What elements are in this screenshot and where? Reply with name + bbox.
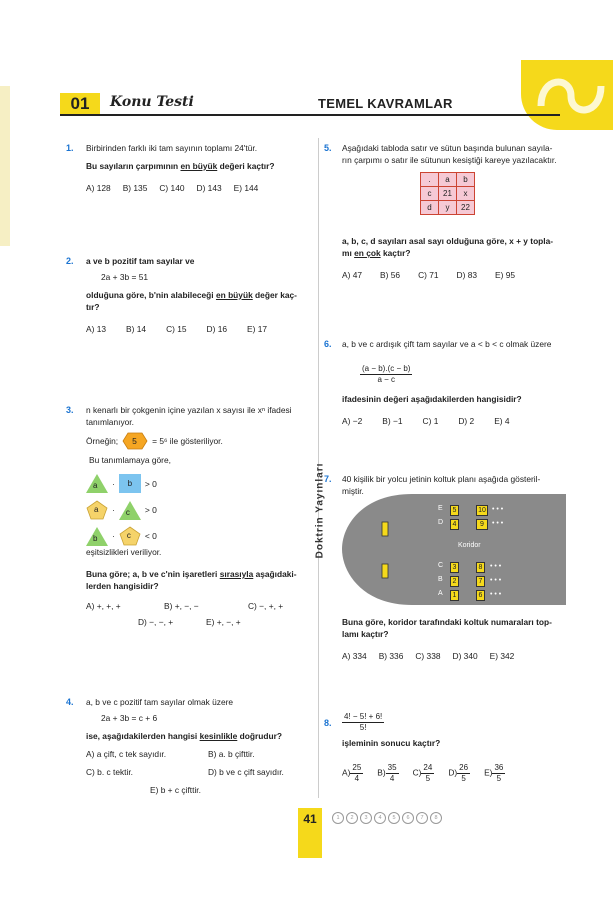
seat-dots: • • • [490,563,502,570]
q6-option-d[interactable]: D) 2 [458,416,475,426]
row-label-c: C [438,562,444,569]
q3-line2: tanımlanıyor. [86,417,134,427]
table-row [421,201,475,215]
q3-example-pre: Örneğin; [86,436,119,446]
question-3 [86,404,311,466]
q1-ask-post: değeri kaçtır? [217,161,275,171]
edge-strip [0,86,10,246]
q3-ask-pre: Buna göre; a, b ve c'nin işaretleri [86,569,220,579]
q3-expr2-var-a: a [94,505,99,514]
q6-option-a[interactable]: A) −2 [342,416,363,426]
q3-expr3 [86,526,157,546]
q5-number: 5. [324,143,332,153]
q3-expr1-sign: > 0 [144,478,157,489]
table-cell: x [457,187,475,201]
publisher-text: Doktrin Yayınları [314,462,326,559]
table-cell: . [421,173,439,187]
q8-frac-den: 5! [359,723,367,732]
pentagon-icon [119,526,141,546]
q5-ask-post: kaçtır? [380,248,411,258]
q1-option-c[interactable]: C) 140 [159,183,185,193]
q8-option-b-den: 4 [389,774,395,783]
answer-key-5[interactable]: 5 [388,812,400,824]
q3-ask-underlined: sırasıyla [219,569,254,579]
pentagon-icon [86,500,108,520]
q3-line1: n kenarlı bir çokgenin içine yazılan x sayısı ile xⁿ ifadesi [86,405,292,415]
q7-line2: miştir. [342,486,364,496]
q3-expr2-dot: · [112,505,115,515]
q3-line3: Bu tanımlamaya göre, [89,455,171,465]
q8-option-a-label: A) [342,767,351,778]
q2-option-d[interactable]: D) 16 [206,324,228,334]
q3-expr3-var-b: b [93,533,98,543]
fraction [386,763,399,784]
answer-key [332,812,442,824]
q8-option-c-label: C) [412,767,422,778]
fraction [342,712,384,733]
q8-option-b-label: B) [377,767,386,778]
question-7-ask [342,616,564,662]
answer-key-1[interactable]: 1 [332,812,344,824]
q3-option-b[interactable]: B) +, −, − [164,601,199,611]
q3-expr3-var-c: c [126,531,131,540]
seat: 7 [476,576,485,587]
table-cell: 21 [439,187,457,201]
q8-option-b[interactable] [377,763,398,784]
seat: 5 [450,505,459,516]
q3-expr2-sign: > 0 [144,505,157,515]
q2-ask [86,289,311,301]
table-cell: 22 [457,201,475,215]
q8-option-d-label: D) [448,767,458,778]
fraction [457,763,470,784]
answer-key-3[interactable]: 3 [360,812,372,824]
q3-ask-line2: lerden hangisidir? [86,581,159,591]
q6-frac-num: (a − b).(c − b) [362,364,411,373]
row-label-a: A [438,590,443,597]
q5-option-d[interactable]: D) 83 [456,270,478,280]
q6-options [342,415,564,427]
q8-option-e[interactable] [484,763,505,784]
q8-option-d-den: 5 [461,774,466,783]
seat: 2 [450,576,459,587]
q3-option-e[interactable]: E) +, −, + [206,617,241,627]
q1-ask-underlined: en büyük [180,161,218,171]
q2-ask-pre: olduğuna göre, b'nin alabileceği [86,290,216,300]
question-5 [342,142,564,166]
q8-option-a-den: 4 [354,774,360,783]
seat: 6 [476,590,485,601]
q8-option-e-num: 36 [494,763,504,772]
q5-ask-line1: a, b, c, d sayıları asal sayı olduğuna göre, x + y topla- [342,236,554,246]
q8-option-c-den: 5 [425,774,431,783]
row-label-b: B [438,576,443,583]
q3-option-a[interactable]: A) +, +, + [86,601,121,611]
table-cell: b [457,173,475,187]
q5-option-c[interactable]: C) 71 [418,270,439,280]
triangle-icon [86,474,108,493]
q1-option-a[interactable]: A) 128 [86,183,111,193]
q6-option-b[interactable]: B) −1 [382,416,403,426]
q5-options [342,269,564,281]
q7-option-c[interactable]: C) 338 [415,651,441,661]
table-cell: c [421,187,439,201]
seat-dots: • • • [492,520,504,527]
q4-option-c[interactable]: C) b. c tektir. [86,767,134,777]
q4-option-a[interactable]: A) a çift, c tek sayıdır. [86,749,167,759]
question-1 [86,142,311,194]
q8-frac-num: 4! − 5! + 6! [344,712,383,721]
q8-option-d[interactable] [448,763,470,784]
seat: 8 [476,562,485,573]
question-8 [342,712,564,784]
q5-ask-pre: mı [342,248,355,258]
q3-line4: eşitsizlikleri veriliyor. [86,547,162,557]
header-rule [60,114,560,116]
answer-key-8[interactable]: 8 [430,812,442,824]
q5-option-e[interactable]: E) 95 [495,270,516,280]
q6-number: 6. [324,339,332,349]
answer-key-2[interactable]: 2 [346,812,358,824]
seat: 1 [450,590,459,601]
q7-number: 7. [324,474,332,484]
q8-option-c[interactable] [413,763,435,784]
q3-expr3-sign: < 0 [144,531,157,541]
q2-option-b[interactable]: B) 14 [126,324,147,334]
q6-ask: ifadesinin değeri aşağıdakilerden hangisidir? [342,394,522,404]
q4-number: 4. [66,697,74,707]
q4-ask-post: doğrudur? [237,731,282,741]
q3-expr1 [86,474,157,493]
q2-option-e[interactable]: E) 17 [247,324,268,334]
q6-fraction [360,364,564,385]
q8-option-d-num: 26 [459,763,469,772]
q3-options [86,600,311,630]
seat: 10 [476,505,488,516]
q3-ask-post: aşağıdaki- [253,569,297,579]
row-label-d: D [438,519,444,526]
table-cell: d [421,201,439,215]
triangle-icon [86,527,108,546]
q2-option-a[interactable]: A) 13 [86,324,107,334]
q8-option-a-num: 25 [352,763,362,772]
fraction [421,763,434,784]
seat: 3 [450,562,459,573]
q3-expr1-dot: · [112,478,115,489]
question-2 [86,255,311,335]
q3-option-d[interactable]: D) −, −, + [138,617,174,627]
row-label-e: E [438,505,443,512]
q2-options [86,323,311,335]
answer-key-6[interactable]: 6 [402,812,414,824]
q7-ask-line2: lamı kaçtır? [342,629,389,639]
triangle-icon [119,501,141,520]
q3-option-c[interactable]: C) −, +, + [248,601,284,611]
test-label: Konu Testi [110,94,194,110]
q8-option-c-num: 24 [423,763,433,772]
q2-ask-post: değer kaç- [252,290,297,300]
fraction [350,763,363,784]
q3-ask [86,568,311,580]
q2-text: a ve b pozitif tam sayılar ve [86,256,195,266]
q6-option-e[interactable]: E) 4 [494,416,510,426]
answer-key-4[interactable]: 4 [374,812,386,824]
q2-ask-line2: tır? [86,302,100,312]
q1-ask [86,160,311,172]
answer-key-7[interactable]: 7 [416,812,428,824]
q8-option-a[interactable] [342,763,363,784]
q8-ask: işleminin sonucu kaçtır? [342,738,441,748]
q3-expr2 [86,500,157,520]
question-6 [342,338,564,427]
q5-ask-underlined: en çok [354,248,381,258]
q1-option-d[interactable]: D) 143 [196,183,222,193]
q2-ask-underlined: en büyük [215,290,253,300]
q3-example-post: = 5⁶ ile gösteriliyor. [152,436,223,446]
table-row [421,187,475,201]
q1-option-b[interactable]: B) 135 [122,183,148,193]
q8-number: 8. [324,718,332,728]
question-3-cont [86,546,311,630]
unit-number: 01 [60,93,100,115]
q4-option-b[interactable]: B) a. b çifttir. [208,749,255,759]
q8-option-e-label: E) [484,767,493,778]
seat: 4 [450,519,459,530]
seat-dots: • • • [490,591,502,598]
q2-number: 2. [66,256,74,266]
q1-option-e[interactable]: E) 144 [233,183,259,193]
seat: 9 [476,519,488,530]
q3-expr3-dot: · [112,531,115,541]
q6-frac-den: a − c [377,375,396,384]
table-cell: y [439,201,457,215]
airplane-seat-plan [342,492,566,607]
question-4 [86,696,311,798]
q3-example-value: 5 [132,436,137,446]
q4-option-e[interactable]: E) b + c çifttir. [150,785,201,795]
question-5-ask [342,235,564,281]
q7-option-b[interactable]: B) 336 [378,651,404,661]
q4-options [86,748,311,798]
corridor-label: Koridor [458,542,481,549]
q4-option-d[interactable]: D) b ve c çift sayıdır. [208,767,284,777]
page-title: TEMEL KAVRAMLAR [318,96,453,111]
q5-line2: rın çarpımı o satır ile sütunun kesiştiği kareye yazılacaktır. [342,155,557,165]
q1-ask-pre: Bu sayıların çarpımının [86,161,181,171]
q6-text: a, b ve c ardışık çift tam sayılar ve a < b < c olmak üzere [342,339,552,349]
q5-option-b[interactable]: B) 56 [380,270,401,280]
q3-expr2-var-c: c [125,507,130,517]
q8-option-e-den: 5 [496,774,502,783]
q2-option-c[interactable]: C) 15 [166,324,187,334]
q5-line1: Aşağıdaki tabloda satır ve sütun başında bulunan sayıla- [342,143,553,153]
table-row [421,173,475,187]
q5-ask [342,247,564,259]
header [60,93,560,115]
page-number: 41 [298,808,322,858]
q3-expr1-var-b: b [127,479,133,488]
q7-option-a[interactable]: A) 334 [342,651,367,661]
q2-equation: 2a + 3b = 51 [101,272,149,282]
q1-number: 1. [66,143,74,153]
q4-text: a, b ve c pozitif tam sayılar olmak üzere [86,697,234,707]
q7-ask-line1: Buna göre, koridor tarafındaki koltuk numaraları top- [342,617,552,627]
q3-example [86,432,311,450]
q7-line1: 40 kişilik bir yolcu jetinin koltuk planı aşağıda gösteril- [342,474,541,484]
q7-option-d[interactable]: D) 340 [452,651,478,661]
q1-text: Birbirinden farklı iki tam sayının toplamı 24'tür. [86,143,258,153]
q3-expr1-var-a: a [93,481,98,490]
fraction [492,763,505,784]
q5-table [420,172,475,215]
q7-options [342,650,564,662]
seat-dots: • • • [490,577,502,584]
q8-option-b-num: 35 [387,763,397,772]
q4-ask-pre: ise, aşağıdakilerden hangisi [86,731,200,741]
q8-options [342,763,564,784]
fraction [360,364,412,385]
q7-option-e[interactable]: E) 342 [489,651,515,661]
q1-options [86,182,311,194]
q4-ask [86,730,311,742]
hexagon-icon [122,432,148,450]
q4-equation: 2a + 3b = c + 6 [101,713,158,723]
q6-option-c[interactable]: C) 1 [422,416,439,426]
q4-ask-underlined: kesinlikle [199,731,238,741]
q5-option-a[interactable]: A) 47 [342,270,363,280]
q3-number: 3. [66,405,74,415]
square-icon [119,474,141,493]
table-cell: a [439,173,457,187]
seat-dots: • • • [492,506,504,513]
